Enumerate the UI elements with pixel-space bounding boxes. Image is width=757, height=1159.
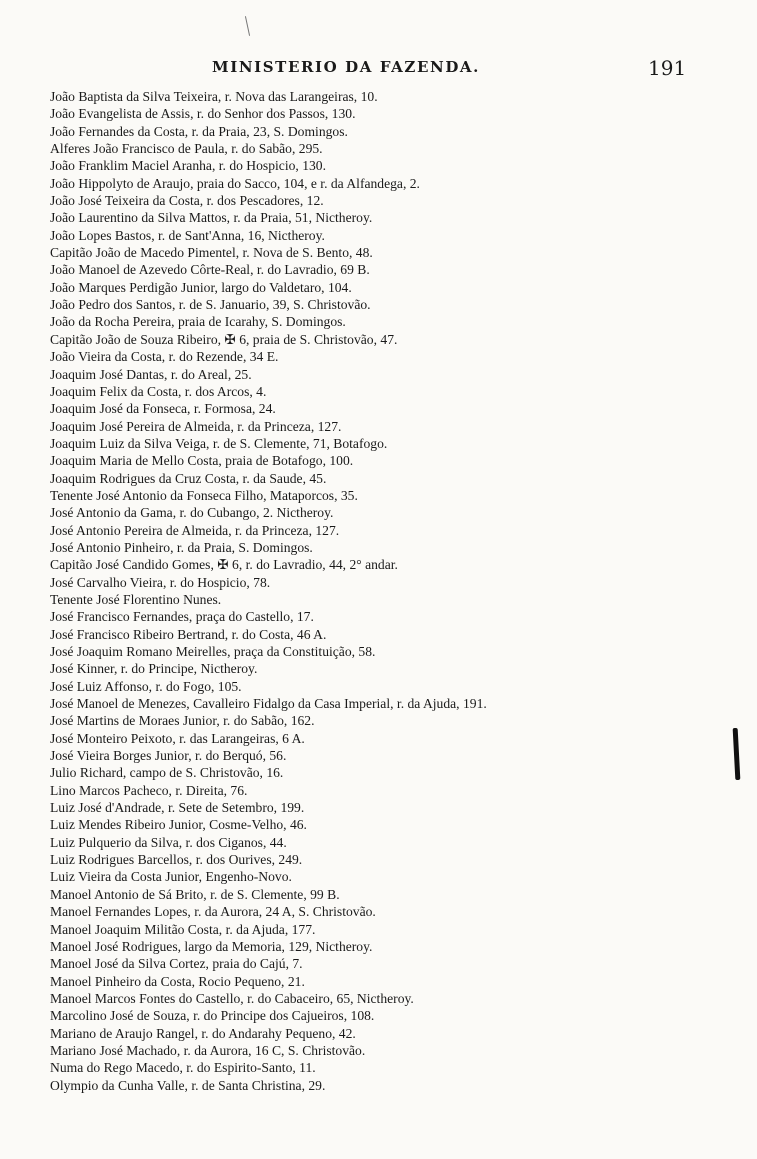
directory-entry: Manoel Marcos Fontes do Castello, r. do Cabaceiro, 65, Nictheroy. (50, 990, 414, 1006)
directory-entry: João Franklim Maciel Aranha, r. do Hospicio, 130. (50, 158, 326, 174)
directory-entry: José Manoel de Menezes, Cavalleiro Fidalgo da Casa Imperial, r. da Ajuda, 191. (50, 696, 487, 712)
directory-entry: Mariano de Araujo Rangel, r. do Andarahy Pequeno, 42. (50, 1025, 356, 1041)
directory-entry: Joaquim Luiz da Silva Veiga, r. de S. Clemente, 71, Botafogo. (50, 435, 388, 451)
directory-entry: Joaquim Rodrigues da Cruz Costa, r. da Saude, 45. (50, 470, 327, 486)
directory-entry: João Vieira da Costa, r. do Rezende, 34 E. (50, 349, 279, 365)
directory-entry: José Martins de Moraes Junior, r. do Sabão, 162. (50, 713, 315, 729)
directory-entry: Joaquim José Pereira de Almeida, r. da Princeza, 127. (50, 418, 342, 434)
directory-entry: Marcolino José de Souza, r. do Principe dos Cajueiros, 108. (50, 1008, 375, 1024)
directory-entry: José Antonio Pinheiro, r. da Praia, S. Domingos. (50, 539, 313, 555)
directory-entry: Manoel José Rodrigues, largo da Memoria, 129, Nictheroy. (50, 938, 373, 954)
directory-entry: Manoel Pinheiro da Costa, Rocio Pequeno, 21. (50, 973, 305, 989)
directory-entry: Luiz Rodrigues Barcellos, r. dos Ourives, 249. (50, 852, 303, 868)
directory-entry: Julio Richard, campo de S. Christovão, 16. (50, 765, 284, 781)
directory-entry: Joaquim Felix da Costa, r. dos Arcos, 4. (50, 383, 267, 399)
directory-entry: Tenente José Antonio da Fonseca Filho, Mataporcos, 35. (50, 487, 358, 503)
directory-entry: Tenente José Florentino Nunes. (50, 591, 222, 607)
directory-entry: Manoel Joaquim Militão Costa, r. da Ajuda, 177. (50, 921, 316, 937)
directory-entry: João Manoel de Azevedo Côrte-Real, r. do Lavradio, 69 B. (50, 262, 370, 278)
directory-entry: Lino Marcos Pacheco, r. Direita, 76. (50, 782, 248, 798)
directory-entry: Alferes João Francisco de Paula, r. do Sabão, 295. (50, 141, 323, 157)
directory-entry: Capitão José Candido Gomes, ✠ 6, r. do Lavradio, 44, 2° andar. (50, 557, 398, 573)
directory-entry: João Evangelista de Assis, r. do Senhor dos Passos, 130. (50, 106, 356, 122)
directory-entry: José Francisco Fernandes, praça do Castello, 17. (50, 609, 314, 625)
directory-entry: Mariano José Machado, r. da Aurora, 16 C, S. Christovão. (50, 1042, 366, 1058)
directory-entry: Luiz Vieira da Costa Junior, Engenho-Novo. (50, 869, 292, 885)
directory-entry: Capitão João de Souza Ribeiro, ✠ 6, praia de S. Christovão, 47. (50, 331, 398, 347)
page-header (0, 58, 757, 82)
directory-entry: João José Teixeira da Costa, r. dos Pescadores, 12. (50, 193, 324, 209)
directory-entry: João Baptista da Silva Teixeira, r. Nova das Larangeiras, 10. (50, 89, 378, 104)
directory-entry: Capitão João de Macedo Pimentel, r. Nova de S. Bento, 48. (50, 245, 373, 261)
directory-entry: José Antonio Pereira de Almeida, r. da Princeza, 127. (50, 522, 340, 538)
directory-entry: Manoel José da Silva Cortez, praia do Cajú, 7. (50, 956, 303, 972)
directory-entry: Joaquim José Dantas, r. do Areal, 25. (50, 366, 252, 382)
page-number: 191 (648, 56, 687, 80)
directory-entry: José Luiz Affonso, r. do Fogo, 105. (50, 678, 242, 694)
directory-entry: Luiz Mendes Ribeiro Junior, Cosme-Velho, 46. (50, 817, 307, 833)
running-title: MINISTERIO DA FAZENDA. (212, 58, 480, 76)
directory-entry: João Marques Perdigão Junior, largo do Valdetaro, 104. (50, 279, 352, 295)
directory-entry: José Vieira Borges Junior, r. do Berquó, 56. (50, 748, 287, 764)
directory-entry: Luiz José d'Andrade, r. Sete de Setembro, 199. (50, 800, 305, 816)
directory-entry: José Kinner, r. do Principe, Nictheroy. (50, 661, 258, 677)
directory-entry: Joaquim José da Fonseca, r. Formosa, 24. (50, 401, 276, 417)
ink-mark (245, 16, 250, 36)
directory-entry: João Lopes Bastos, r. de Sant'Anna, 16, Nictheroy. (50, 227, 325, 243)
directory-entry: Joaquim Maria de Mello Costa, praia de Botafogo, 100. (50, 453, 354, 469)
directory-entry: João Hippolyto de Araujo, praia do Sacco, 104, e r. da Alfandega, 2. (50, 175, 420, 191)
directory-entry: José Monteiro Peixoto, r. das Larangeiras, 6 A. (50, 730, 305, 746)
directory-entry: Olympio da Cunha Valle, r. de Santa Christina, 29. (50, 1077, 326, 1093)
directory-entry: João Laurentino da Silva Mattos, r. da Praia, 51, Nictheroy. (50, 210, 373, 226)
directory-entry: Manoel Fernandes Lopes, r. da Aurora, 24 A, S. Christovão. (50, 904, 376, 920)
directory-entry: José Antonio da Gama, r. do Cubango, 2. Nictheroy. (50, 505, 334, 521)
directory-entry: João da Rocha Pereira, praia de Icarahy, S. Domingos. (50, 314, 346, 330)
directory-list (50, 88, 740, 1094)
directory-entry: João Pedro dos Santos, r. de S. Januario, 39, S. Christovão. (50, 297, 371, 313)
directory-entry: Luiz Pulquerio da Silva, r. dos Ciganos, 44. (50, 834, 287, 850)
directory-entry: Manoel Antonio de Sá Brito, r. de S. Clemente, 99 B. (50, 886, 340, 902)
directory-entry: João Fernandes da Costa, r. da Praia, 23, S. Domingos. (50, 123, 348, 139)
directory-entry: José Joaquim Romano Meirelles, praça da Constituição, 58. (50, 644, 376, 659)
directory-entry: José Francisco Ribeiro Bertrand, r. do Costa, 46 A. (50, 626, 327, 642)
directory-entry: José Carvalho Vieira, r. do Hospicio, 78. (50, 574, 271, 590)
directory-entry: Numa do Rego Macedo, r. do Espirito-Santo, 11. (50, 1060, 316, 1076)
